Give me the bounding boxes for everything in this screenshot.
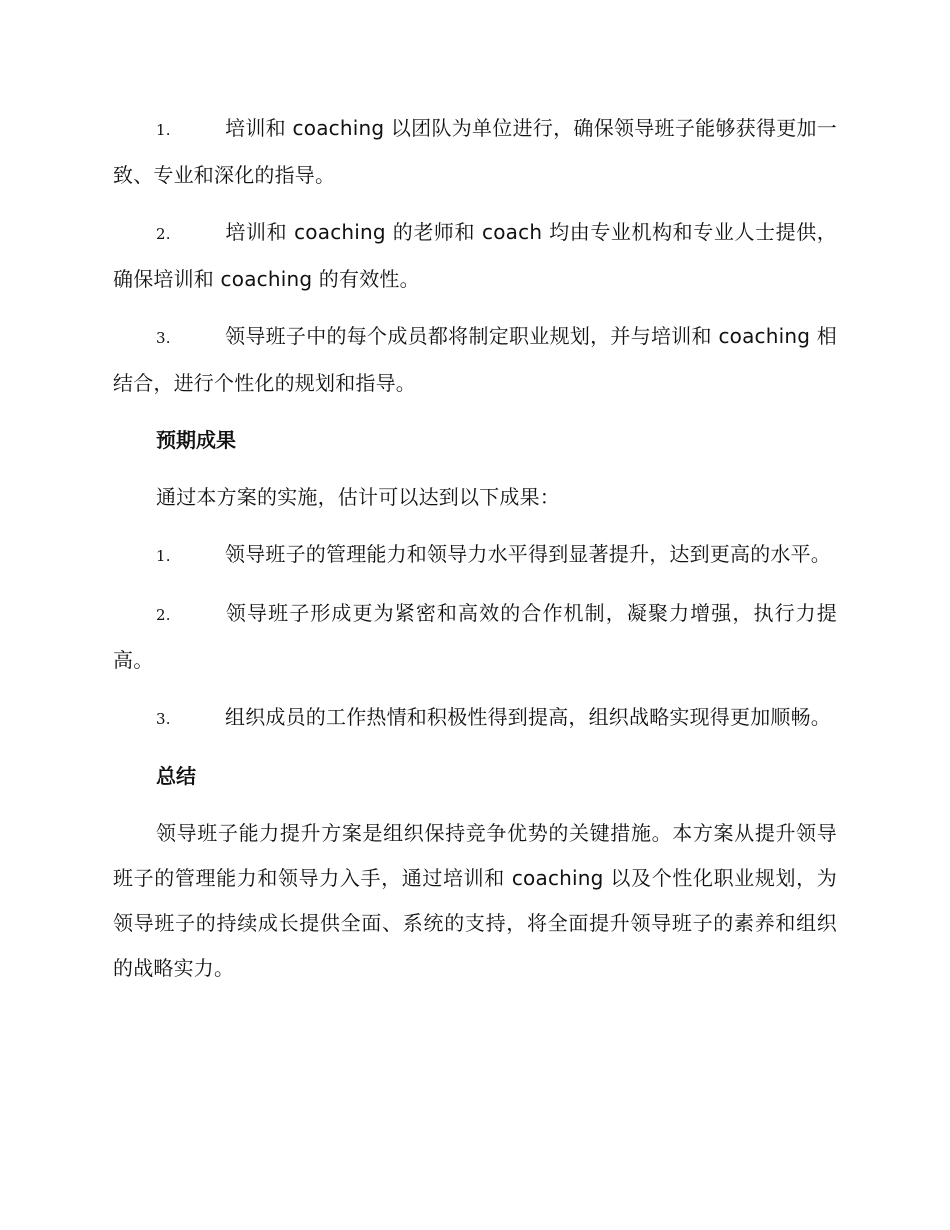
list-item <box>113 314 837 406</box>
list-item-text: 领导班子中的每个成员都将制定职业规划，并与培训和 coaching 相结合，进行个性化的规划和指导。 <box>113 324 837 395</box>
document-content <box>113 106 837 991</box>
list-item-text: 培训和 coaching 以团队为单位进行，确保领导班子能够获得更加一致、专业和深化的指导。 <box>113 116 837 187</box>
list-number: 3. <box>156 329 171 347</box>
list-item <box>113 210 837 302</box>
list-number: 3. <box>156 710 171 728</box>
list-item <box>113 106 837 198</box>
list-item <box>113 591 837 683</box>
list-item-text: 培训和 coaching 的老师和 coach 均由专业机构和专业人士提供，确保培训和 coaching 的有效性。 <box>113 220 837 291</box>
list-number: 1. <box>156 121 171 139</box>
section-heading-summary: 总结 <box>156 764 196 788</box>
list-item-text: 领导班子形成更为紧密和高效的合作机制，凝聚力增强，执行力提高。 <box>113 601 837 672</box>
section-heading-expected-results: 预期成果 <box>156 428 236 452</box>
list-item-text: 组织成员的工作热情和积极性得到提高，组织战略实现得更加顺畅。 <box>225 705 831 729</box>
list-number: 2. <box>156 606 171 624</box>
list-number: 2. <box>156 225 171 243</box>
summary-paragraph: 领导班子能力提升方案是组织保持竞争优势的关键措施。本方案从提升领导班子的管理能力和领导力入手，通过培训和 coaching 以及个性化职业规划，为领导班子的持续成长提供全面、系统的支持，将全面提升领导班子的素养和组织的战略实力。 <box>113 821 837 980</box>
list-item-text: 领导班子的管理能力和领导力水平得到显著提升，达到更高的水平。 <box>225 542 831 566</box>
list-item <box>113 532 837 579</box>
list-item <box>113 695 837 742</box>
list-number: 1. <box>156 547 171 565</box>
section-intro: 通过本方案的实施，估计可以达到以下成果： <box>156 485 560 509</box>
